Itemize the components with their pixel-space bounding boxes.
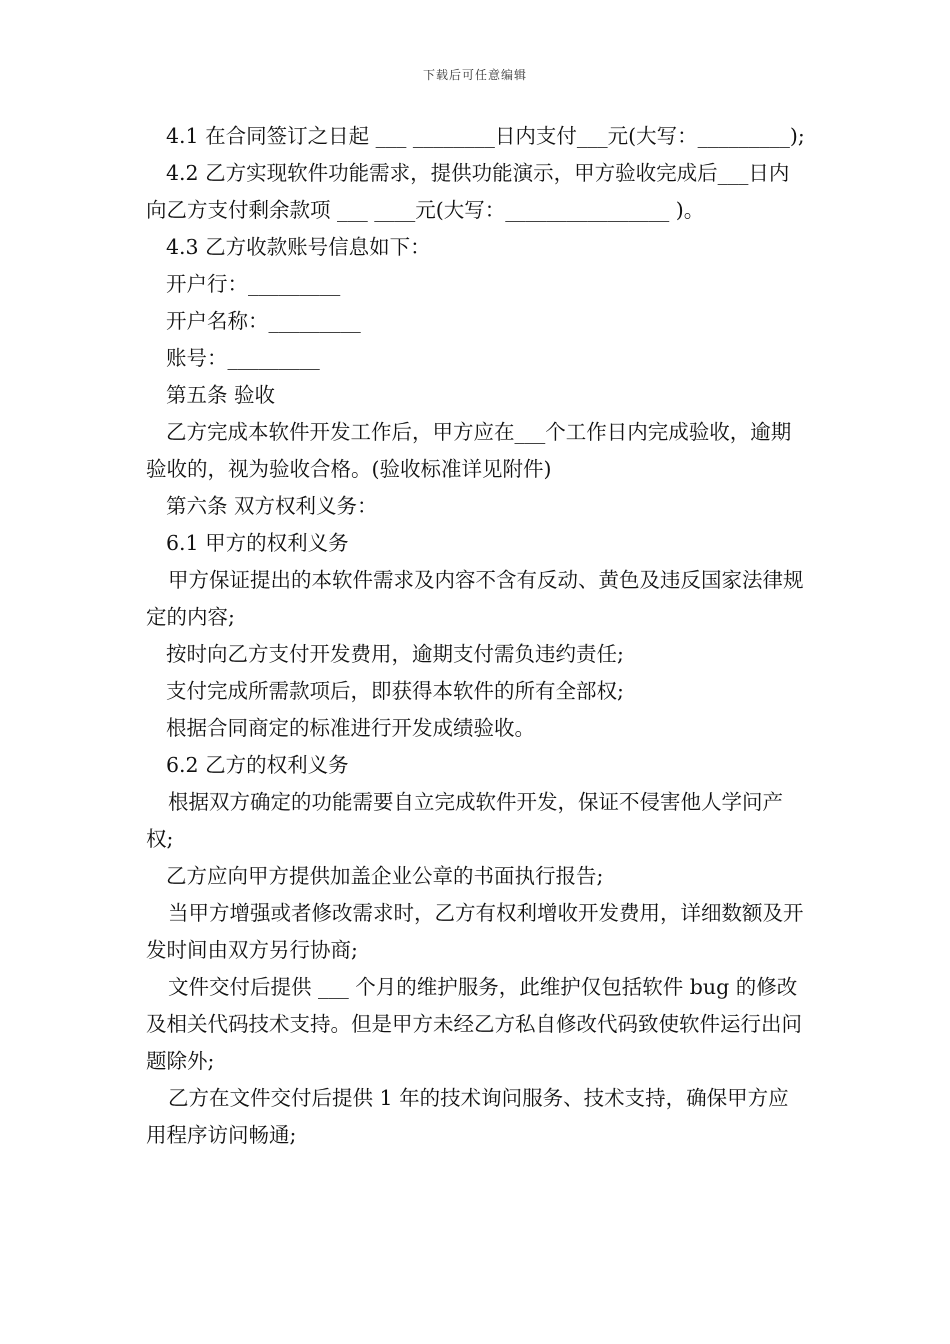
page-header: 下载后可任意编辑 bbox=[422, 68, 527, 82]
clause-4-2: 4.2 乙方实现软件功能需求，提供功能演示，甲方验收完成后___日内向乙方支付剩余款项 ___ ____元(大写：________________ )。 bbox=[146, 161, 790, 222]
article-5-title: 第五条 验收 bbox=[166, 383, 276, 407]
clause-6-2-item: 乙方在文件交付后提供 1 年的技术询问服务、技术支持，确保甲方应用程序访问畅通; bbox=[146, 1086, 789, 1147]
clause-4-1: 4.1 在合同签订之日起 ___ ________日内支付___元(大写：_________); bbox=[166, 124, 805, 148]
clause-6-2-item: 根据双方确定的功能需要自立完成软件开发，保证不侵害他人学问产权; bbox=[146, 790, 783, 851]
document-body bbox=[146, 118, 808, 1154]
clause-4-3: 4.3 乙方收款账号信息如下： bbox=[166, 235, 431, 259]
article-5-body: 乙方完成本软件开发工作后，甲方应在___个工作日内完成验收，逾期验收的，视为验收合格。(验收标准详见附件) bbox=[146, 420, 792, 481]
clause-6-2-item: 文件交付后提供 ___ 个月的维护服务，此维护仅包括软件 bug 的修改及相关代码技术支持。但是甲方未经乙方私自修改代码致使软件运行出问题除外; bbox=[146, 975, 802, 1073]
account-name-field: 开户名称：_________ bbox=[166, 309, 361, 333]
clause-6-1-item: 甲方保证提出的本软件需求及内容不含有反动、黄色及违反国家法律规定的内容; bbox=[146, 568, 804, 629]
clause-6-2-item: 当甲方增强或者修改需求时，乙方有权利增收开发费用，详细数额及开发时间由双方另行协商; bbox=[146, 901, 804, 962]
account-number-field: 账号：_________ bbox=[166, 346, 320, 370]
article-6-title: 第六条 双方权利义务： bbox=[166, 494, 378, 518]
clause-6-1-item: 根据合同商定的标准进行开发成绩验收。 bbox=[166, 716, 535, 740]
bank-field: 开户行：_________ bbox=[166, 272, 341, 296]
clause-6-2: 6.2 乙方的权利义务 bbox=[166, 753, 349, 777]
clause-6-1: 6.1 甲方的权利义务 bbox=[166, 531, 349, 555]
clause-6-2-item: 乙方应向甲方提供加盖企业公章的书面执行报告; bbox=[166, 864, 604, 888]
clause-6-1-item: 支付完成所需款项后，即获得本软件的所有全部权; bbox=[166, 679, 624, 703]
clause-6-1-item: 按时向乙方支付开发费用，逾期支付需负违约责任; bbox=[166, 642, 624, 666]
